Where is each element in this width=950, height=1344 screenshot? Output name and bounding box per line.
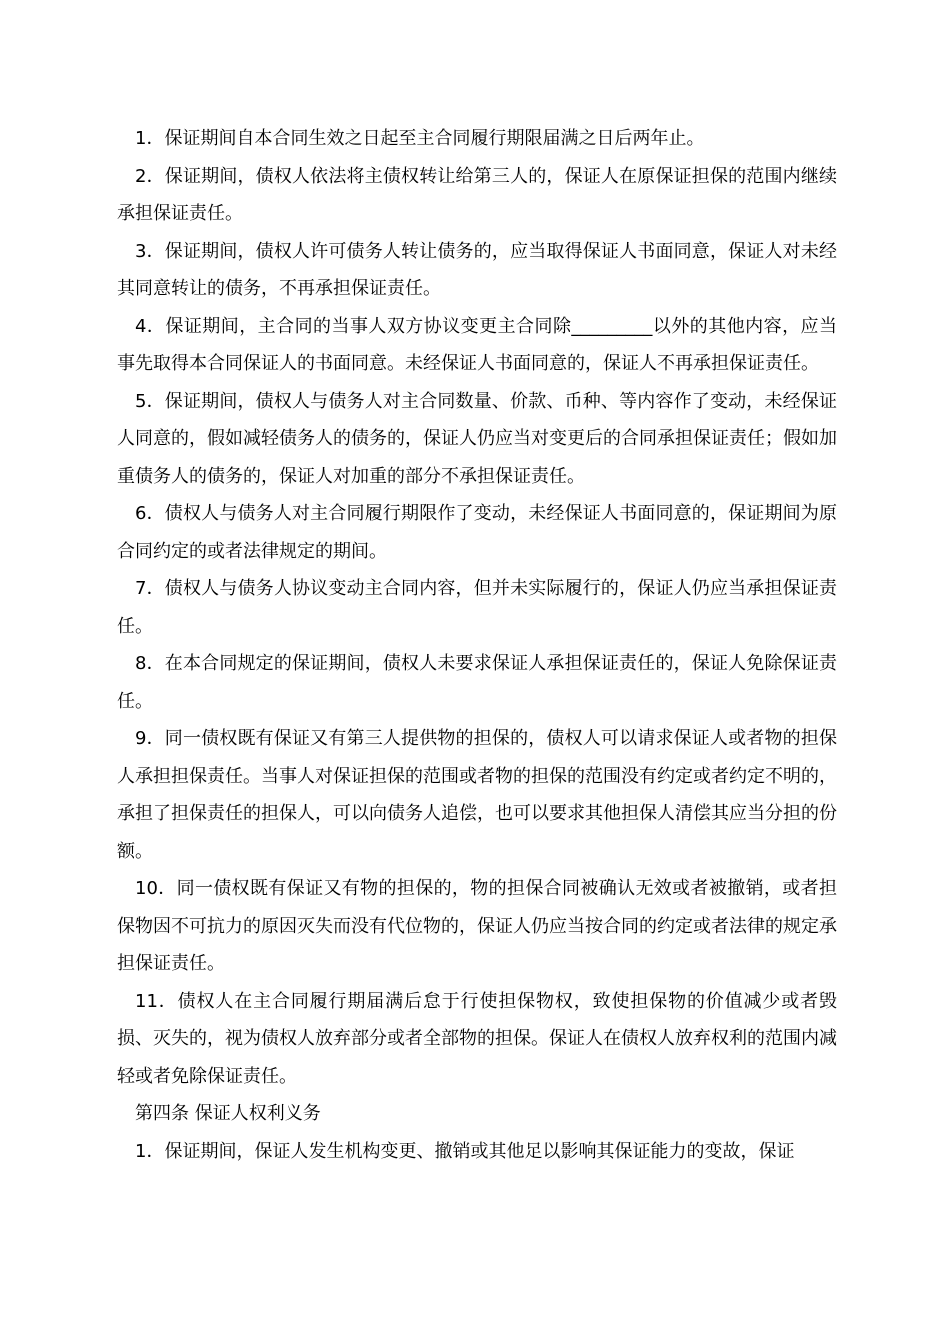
clause-paragraph: 1．保证期间，保证人发生机构变更、撤销或其他足以影响其保证能力的变故，保证 [135,1140,795,1162]
clause-paragraph: 5．保证期间，债权人与债务人对主合同数量、价款、币种、等内容作了变动，未经保证人同意的，假如减轻债务人的债务的，保证人仍应当对变更后的合同承担保证责任；假如加重债务人的债务的，保证人对加重的部分不承担保证责任。 [117,390,837,487]
clause-paragraph: 6．债权人与债务人对主合同履行期限作了变动，未经保证人书面同意的，保证期间为原合同约定的或者法律规定的期间。 [117,503,837,562]
clause-paragraph: 3．保证期间，债权人许可债务人转让债务的，应当取得保证人书面同意，保证人对未经其同意转让的债务，不再承担保证责任。 [117,240,837,299]
clause-paragraph: 4．保证期间，主合同的当事人双方协议变更主合同除_________以外的其他内容，应当事先取得本合同保证人的书面同意。未经保证人书面同意的，保证人不再承担保证责任。 [117,315,837,374]
document-body [117,120,837,1170]
clause-paragraph: 1．保证期间自本合同生效之日起至主合同履行期限届满之日后两年止。 [135,128,705,149]
clause-paragraph: 9．同一债权既有保证又有第三人提供物的担保的，债权人可以请求保证人或者物的担保人承担担保责任。当事人对保证担保的范围或者物的担保的范围没有约定或者约定不明的，承担了担保责任的担保人，可以向债务人追偿，也可以要求其他担保人清偿其应当分担的份额。 [117,728,837,862]
section-heading: 第四条 保证人权利义务 [135,1103,321,1124]
clause-paragraph: 7．债权人与债务人协议变动主合同内容，但并未实际履行的，保证人仍应当承担保证责任。 [117,578,837,637]
clause-paragraph: 11．债权人在主合同履行期届满后怠于行使担保物权，致使担保物的价值减少或者毁损、灭失的，视为债权人放弃部分或者全部物的担保。保证人在债权人放弃权利的范围内减轻或者免除保证责任。 [117,990,837,1087]
clause-paragraph: 10．同一债权既有保证又有物的担保的，物的担保合同被确认无效或者被撤销，或者担保物因不可抗力的原因灭失而没有代位物的，保证人仍应当按合同的约定或者法律的规定承担保证责任。 [117,878,837,974]
clause-paragraph: 2．保证期间，债权人依法将主债权转让给第三人的，保证人在原保证担保的范围内继续承担保证责任。 [117,165,837,224]
clause-paragraph: 8．在本合同规定的保证期间，债权人未要求保证人承担保证责任的，保证人免除保证责任。 [117,653,837,712]
